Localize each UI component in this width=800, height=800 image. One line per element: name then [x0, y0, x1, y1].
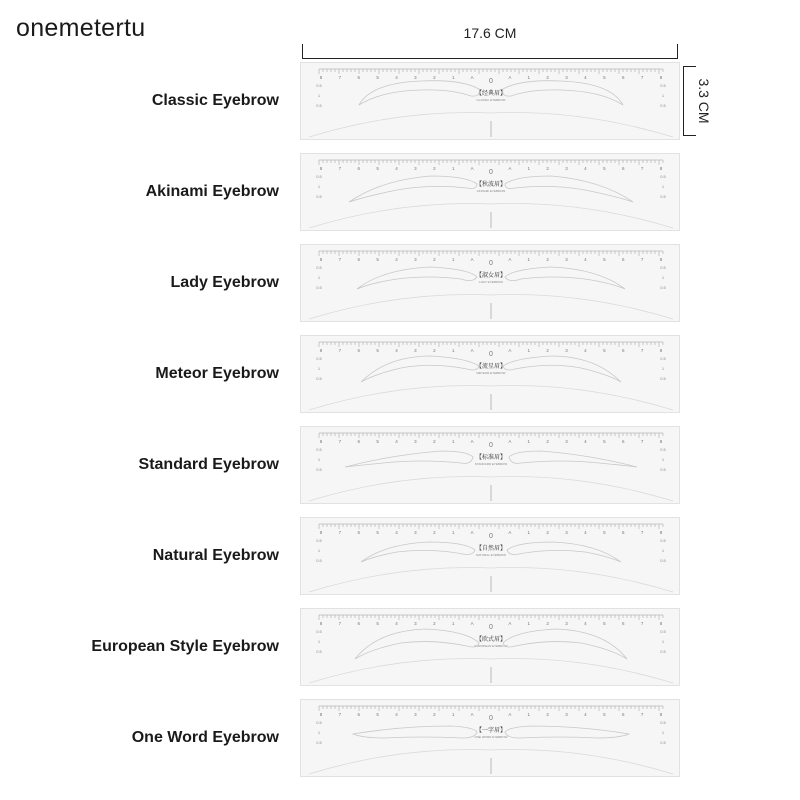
ruler-number: 7 [338, 621, 342, 626]
stencil-row [0, 517, 800, 595]
width-dimension-label: 17.6 CM [463, 25, 517, 41]
right-eyebrow-outline [503, 629, 627, 659]
side-scale-mark: 1 [317, 730, 321, 735]
right-eyebrow-outline [509, 451, 637, 467]
left-eyebrow-outline [349, 176, 477, 202]
ruler-number: 2 [546, 348, 549, 353]
ruler-number: 3 [565, 621, 568, 626]
ruler-number: A [470, 257, 474, 262]
side-scale-mark: 0.5 [316, 265, 322, 270]
ruler-number: 7 [338, 712, 342, 717]
ruler-number: 8 [659, 166, 663, 171]
ruler-number: 2 [546, 166, 549, 171]
ruler-number: 8 [659, 712, 663, 717]
side-scale-mark: 1 [317, 275, 321, 280]
eyebrow-stencil-ruler [300, 153, 680, 231]
ruler-number: 8 [319, 530, 323, 535]
ruler-number: 6 [621, 530, 625, 535]
ruler-number: 8 [319, 348, 323, 353]
stencil-name-label: Lady Eyebrow [170, 274, 279, 291]
ruler-number: 4 [584, 166, 587, 171]
ruler-number: A [508, 166, 512, 171]
stencil-chinese-tag: 【秋波眉】 [475, 181, 507, 188]
stencil-row [0, 699, 800, 777]
ruler-number: 8 [659, 257, 663, 262]
ruler-number: 8 [319, 712, 323, 717]
eyebrow-stencil-ruler [300, 608, 680, 686]
stencil-name-label: One Word Eyebrow [131, 729, 279, 746]
ruler-number: 7 [640, 348, 644, 353]
ruler-number: 7 [338, 75, 342, 80]
side-scale-mark: 1 [317, 366, 321, 371]
ruler-number: 7 [338, 439, 342, 444]
ruler-number: 5 [376, 75, 379, 80]
eyebrow-stencil-ruler [300, 699, 680, 777]
right-eyebrow-outline [505, 267, 625, 289]
ruler-number: 5 [603, 75, 606, 80]
stencil-drawing [301, 154, 681, 232]
ruler-number: A [470, 348, 474, 353]
stencil-name-label: European Style Eyebrow [91, 638, 279, 655]
side-scale-mark: 0.5 [316, 194, 322, 199]
stencil-name-label: Classic Eyebrow [151, 92, 279, 109]
ruler-number: A [508, 712, 512, 717]
side-scale-mark: 0.5 [316, 103, 322, 108]
ruler-number: 5 [603, 166, 606, 171]
ruler-number: 0 [489, 351, 493, 358]
stencil-row [0, 335, 800, 413]
ruler-number: 5 [376, 530, 379, 535]
stencil-name-label: Natural Eyebrow [152, 547, 279, 564]
ruler-number: 5 [376, 439, 379, 444]
stencil-chinese-tag: 【自然眉】 [475, 545, 507, 552]
ruler-number: 7 [640, 621, 644, 626]
ruler-number: 6 [357, 75, 361, 80]
ruler-number: 6 [621, 712, 625, 717]
side-scale-mark: 0.5 [660, 265, 666, 270]
ruler-number: 8 [319, 621, 323, 626]
stencil-english-tag: LADY EYEBROW [479, 280, 503, 284]
side-scale-mark: 0.5 [660, 538, 666, 543]
stencil-drawing [301, 609, 681, 687]
left-eyebrow-outline [359, 81, 479, 105]
ruler-number: 5 [603, 621, 606, 626]
ruler-number: 2 [546, 257, 549, 262]
side-scale-mark: 1 [661, 93, 665, 98]
ruler-number: 1 [527, 621, 531, 626]
ruler-number: 1 [527, 348, 531, 353]
side-scale-mark: 0.5 [660, 720, 666, 725]
ruler-number: 3 [414, 439, 417, 444]
ruler-number: A [508, 530, 512, 535]
ruler-number: 3 [414, 621, 417, 626]
stencil-drawing [301, 336, 681, 414]
side-scale-mark: 1 [661, 639, 665, 644]
side-scale-mark: 1 [317, 639, 321, 644]
ruler-number: 8 [659, 439, 663, 444]
ruler-number: A [508, 75, 512, 80]
ruler-number: 2 [433, 75, 436, 80]
ruler-number: A [470, 75, 474, 80]
ruler-number: 8 [659, 530, 663, 535]
ruler-number: 4 [584, 712, 587, 717]
stencil-row [0, 153, 800, 231]
eyebrow-stencil-ruler [300, 426, 680, 504]
side-scale-mark: 0.5 [316, 83, 322, 88]
ruler-number: 3 [414, 348, 417, 353]
ruler-number: 3 [414, 530, 417, 535]
ruler-number: 1 [451, 621, 455, 626]
side-scale-mark: 1 [317, 548, 321, 553]
ruler-number: 1 [527, 712, 531, 717]
stencil-row [0, 244, 800, 322]
ruler-number: 3 [565, 348, 568, 353]
stencil-drawing [301, 245, 681, 323]
ruler-number: 0 [489, 624, 493, 631]
ruler-number: 0 [489, 260, 493, 267]
ruler-number: A [508, 439, 512, 444]
ruler-number: 1 [451, 166, 455, 171]
side-scale-mark: 0.5 [316, 538, 322, 543]
ruler-number: 6 [357, 348, 361, 353]
ruler-number: 3 [565, 257, 568, 262]
side-scale-mark: 0.5 [316, 720, 322, 725]
ruler-number: 5 [603, 348, 606, 353]
ruler-number: 4 [395, 257, 398, 262]
ruler-number: 3 [565, 439, 568, 444]
ruler-number: 2 [433, 621, 436, 626]
ruler-number: 6 [357, 712, 361, 717]
ruler-number: 1 [451, 530, 455, 535]
side-scale-mark: 1 [661, 184, 665, 189]
ruler-number: 6 [357, 530, 361, 535]
side-scale-mark: 0.5 [660, 194, 666, 199]
stencil-chinese-tag: 【流星眉】 [475, 363, 507, 370]
ruler-number: 4 [395, 530, 398, 535]
ruler-number: 4 [584, 75, 587, 80]
ruler-number: 7 [338, 166, 342, 171]
ruler-number: 8 [319, 75, 323, 80]
ruler-number: 5 [376, 348, 379, 353]
ruler-number: 7 [640, 257, 644, 262]
ruler-number: 7 [338, 257, 342, 262]
ruler-number: 5 [603, 439, 606, 444]
ruler-number: 6 [621, 75, 625, 80]
ruler-number: 3 [565, 712, 568, 717]
ruler-number: 4 [395, 621, 398, 626]
ruler-number: 5 [376, 166, 379, 171]
ruler-number: 4 [584, 348, 587, 353]
side-scale-mark: 0.5 [316, 447, 322, 452]
ruler-number: A [508, 257, 512, 262]
eyebrow-stencil-ruler [300, 62, 680, 140]
stencil-english-tag: NATURAL EYEBROW [476, 553, 506, 557]
stencil-name-label: Akinami Eyebrow [145, 183, 279, 200]
ruler-number: 4 [584, 257, 587, 262]
ruler-number: 2 [546, 439, 549, 444]
ruler-number: 0 [489, 442, 493, 449]
side-scale-mark: 0.5 [660, 103, 666, 108]
stencil-drawing [301, 63, 681, 141]
ruler-number: A [470, 166, 474, 171]
ruler-number: 8 [319, 439, 323, 444]
ruler-number: 7 [640, 439, 644, 444]
ruler-number: 0 [489, 78, 493, 85]
ruler-number: 6 [357, 439, 361, 444]
right-eyebrow-outline [507, 542, 621, 562]
stencil-name-label: Meteor Eyebrow [155, 365, 279, 382]
ruler-number: 8 [659, 348, 663, 353]
ruler-number: 2 [546, 621, 549, 626]
side-scale-mark: 0.5 [316, 467, 322, 472]
left-eyebrow-outline [357, 267, 477, 289]
ruler-number: 1 [451, 712, 455, 717]
side-scale-mark: 0.5 [316, 740, 322, 745]
ruler-number: 4 [584, 439, 587, 444]
side-scale-mark: 0.5 [316, 285, 322, 290]
side-scale-mark: 1 [317, 184, 321, 189]
side-scale-mark: 0.5 [316, 558, 322, 563]
ruler-number: 2 [433, 348, 436, 353]
ruler-number: 2 [546, 75, 549, 80]
ruler-number: 2 [433, 439, 436, 444]
stencil-chinese-tag: 【一字眉】 [475, 727, 507, 734]
eyebrow-stencil-ruler [300, 244, 680, 322]
ruler-number: 7 [640, 166, 644, 171]
ruler-number: 4 [395, 166, 398, 171]
stencil-english-tag: ONE WORD EYEBROW [474, 735, 508, 739]
ruler-number: 1 [527, 257, 531, 262]
side-scale-mark: 0.5 [660, 558, 666, 563]
stencil-row [0, 62, 800, 140]
stencil-english-tag: METEOR EYEBROW [476, 371, 506, 375]
stencil-english-tag: STANDARD EYEBROW [474, 462, 508, 466]
ruler-number: 2 [433, 257, 436, 262]
eyebrow-stencil-ruler [300, 335, 680, 413]
ruler-number: 4 [395, 75, 398, 80]
ruler-number: A [470, 712, 474, 717]
side-scale-mark: 0.5 [660, 174, 666, 179]
brand-logo-text: onemetertu [16, 14, 146, 42]
stencil-name-label: Standard Eyebrow [138, 456, 279, 473]
ruler-number: 1 [451, 348, 455, 353]
ruler-number: 3 [414, 75, 417, 80]
ruler-number: 3 [565, 530, 568, 535]
ruler-number: A [508, 348, 512, 353]
ruler-number: 6 [357, 257, 361, 262]
ruler-number: 7 [640, 75, 644, 80]
ruler-number: 6 [621, 621, 625, 626]
side-scale-mark: 0.5 [660, 356, 666, 361]
stencil-chinese-tag: 【淑女眉】 [475, 272, 507, 279]
ruler-number: A [508, 621, 512, 626]
side-scale-mark: 1 [661, 548, 665, 553]
side-scale-mark: 0.5 [316, 174, 322, 179]
side-scale-mark: 0.5 [660, 376, 666, 381]
side-scale-mark: 0.5 [316, 376, 322, 381]
ruler-number: 0 [489, 715, 493, 722]
side-scale-mark: 0.5 [316, 356, 322, 361]
side-scale-mark: 0.5 [660, 467, 666, 472]
ruler-number: 6 [621, 439, 625, 444]
side-scale-mark: 1 [661, 730, 665, 735]
ruler-number: 6 [357, 621, 361, 626]
stencil-chinese-tag: 【欧式眉】 [475, 636, 507, 643]
ruler-number: 2 [546, 530, 549, 535]
stencil-row [0, 608, 800, 686]
ruler-number: A [470, 530, 474, 535]
ruler-number: 2 [433, 530, 436, 535]
ruler-number: 2 [433, 712, 436, 717]
ruler-number: 5 [603, 712, 606, 717]
left-eyebrow-outline [361, 542, 475, 562]
right-eyebrow-outline [503, 356, 621, 382]
width-dimension-line [302, 40, 678, 60]
side-scale-mark: 1 [661, 366, 665, 371]
ruler-number: 0 [489, 169, 493, 176]
ruler-number: 3 [565, 75, 568, 80]
ruler-number: 3 [565, 166, 568, 171]
ruler-number: 4 [395, 439, 398, 444]
ruler-number: 8 [319, 166, 323, 171]
side-scale-mark: 1 [661, 457, 665, 462]
ruler-number: 1 [451, 439, 455, 444]
ruler-number: 6 [621, 348, 625, 353]
ruler-number: 3 [414, 257, 417, 262]
ruler-number: 7 [338, 530, 342, 535]
side-scale-mark: 1 [661, 275, 665, 280]
ruler-number: 3 [414, 712, 417, 717]
ruler-number: 1 [527, 75, 531, 80]
ruler-number: 4 [395, 712, 398, 717]
stencil-chinese-tag: 【标准眉】 [475, 454, 507, 461]
side-scale-mark: 0.5 [660, 447, 666, 452]
ruler-number: 6 [357, 166, 361, 171]
height-dimension-label: 3.3 CM [696, 78, 712, 124]
side-scale-mark: 0.5 [660, 285, 666, 290]
ruler-number: 1 [527, 439, 531, 444]
ruler-number: 5 [376, 712, 379, 717]
left-eyebrow-outline [361, 356, 479, 382]
ruler-number: 1 [451, 75, 455, 80]
ruler-number: 5 [376, 257, 379, 262]
side-scale-mark: 1 [317, 93, 321, 98]
ruler-number: 8 [659, 75, 663, 80]
ruler-number: 3 [414, 166, 417, 171]
ruler-number: 5 [603, 257, 606, 262]
ruler-number: 7 [640, 712, 644, 717]
left-eyebrow-outline [353, 726, 477, 738]
left-eyebrow-outline [345, 451, 473, 467]
stencil-english-tag: AKINAMI EYEBROW [476, 189, 506, 193]
ruler-number: 4 [584, 530, 587, 535]
ruler-number: 8 [659, 621, 663, 626]
ruler-number: 6 [621, 257, 625, 262]
stencil-english-tag: EUROPEAN EYEBROW [474, 644, 508, 648]
right-eyebrow-outline [503, 81, 623, 105]
ruler-number: 4 [584, 621, 587, 626]
side-scale-mark: 0.5 [660, 629, 666, 634]
side-scale-mark: 0.5 [660, 740, 666, 745]
ruler-number: 7 [640, 530, 644, 535]
ruler-number: 1 [527, 166, 531, 171]
ruler-number: 7 [338, 348, 342, 353]
side-scale-mark: 0.5 [660, 83, 666, 88]
right-eyebrow-outline [505, 176, 633, 202]
side-scale-mark: 0.5 [660, 649, 666, 654]
side-scale-mark: 0.5 [316, 629, 322, 634]
right-eyebrow-outline [505, 726, 629, 738]
ruler-number: A [470, 621, 474, 626]
stencil-chinese-tag: 【经典眉】 [475, 90, 507, 97]
stencil-row [0, 426, 800, 504]
eyebrow-stencil-ruler [300, 517, 680, 595]
stencil-english-tag: CLASSIC EYEBROW [476, 98, 506, 102]
stencil-drawing [301, 427, 681, 505]
ruler-number: 4 [395, 348, 398, 353]
ruler-number: 2 [546, 712, 549, 717]
stencil-drawing [301, 518, 681, 596]
stencil-drawing [301, 700, 681, 778]
side-scale-mark: 0.5 [316, 649, 322, 654]
ruler-number: 1 [527, 530, 531, 535]
ruler-number: 8 [319, 257, 323, 262]
ruler-number: 1 [451, 257, 455, 262]
left-eyebrow-outline [355, 629, 479, 659]
ruler-number: 5 [376, 621, 379, 626]
ruler-number: 0 [489, 533, 493, 540]
ruler-number: 2 [433, 166, 436, 171]
ruler-number: 5 [603, 530, 606, 535]
side-scale-mark: 1 [317, 457, 321, 462]
ruler-number: A [470, 439, 474, 444]
ruler-number: 6 [621, 166, 625, 171]
